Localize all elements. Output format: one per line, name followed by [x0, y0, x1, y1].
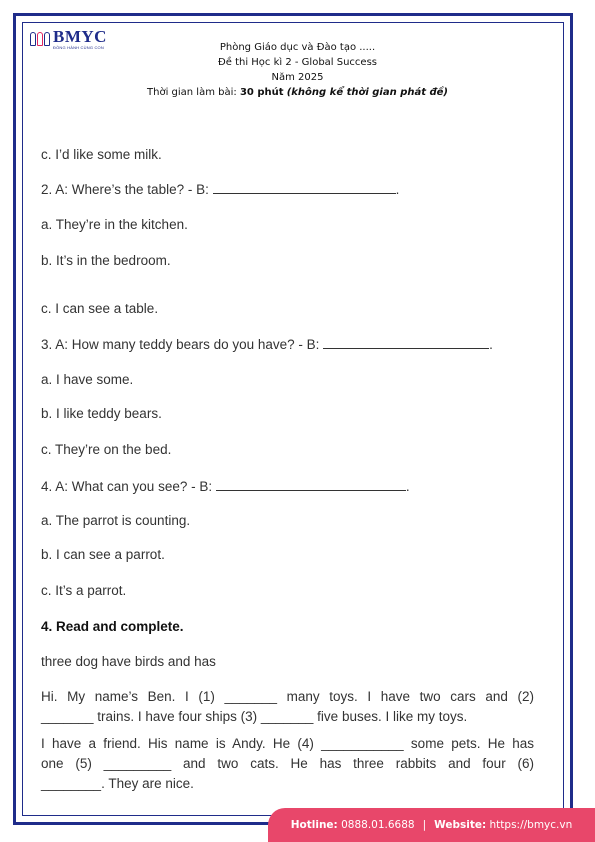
- website-link[interactable]: https://bmyc.vn: [489, 819, 573, 831]
- footer-separator: |: [422, 819, 427, 831]
- q4-option-b: b. I can see a parrot.: [41, 547, 165, 562]
- reading-paragraph-2: [41, 734, 534, 794]
- department-line: Phòng Giáo dục và Đào tạo .....: [219, 42, 376, 53]
- logo-tagline: ĐỒNG HÀNH CÙNG CON: [53, 45, 104, 50]
- q4-option-a: a. The parrot is counting.: [41, 513, 191, 528]
- answer-blank-4[interactable]: [216, 479, 406, 491]
- word-bank: three dog have birds and has: [41, 654, 216, 669]
- exam-title: Đề thi Học kì 2 - Global Success: [217, 57, 378, 68]
- website-label: Website:: [434, 819, 487, 831]
- q3-option-a: a. I have some.: [41, 372, 134, 387]
- q2-option-c: c. I can see a table.: [41, 301, 159, 316]
- contact-footer: [268, 808, 595, 842]
- paragraph-line: one (5) _________ and two cats. He has three rabbits and four (6): [41, 756, 534, 771]
- q1-option-c: c. I’d like some milk.: [41, 147, 162, 162]
- question-3: 3. A: How many teddy bears do you have? - B: .: [41, 337, 493, 352]
- question-2: 2. A: Where’s the table? - B: .: [41, 182, 400, 197]
- question-4: 4. A: What can you see? - B: .: [41, 479, 410, 494]
- paragraph-line: I have a friend. His name is Andy. He (4) ___________ some pets. He has: [41, 736, 534, 751]
- q2-option-a: a. They’re in the kitchen.: [41, 217, 188, 232]
- hotline-label: Hotline:: [290, 819, 338, 831]
- q4-option-c: c. It’s a parrot.: [41, 583, 127, 598]
- hotline-number[interactable]: 0888.01.6688: [341, 819, 415, 831]
- paragraph-line: ________. They are nice.: [41, 776, 194, 791]
- q3-option-b: b. I like teddy bears.: [41, 406, 162, 421]
- paragraph-line: Hi. My name’s Ben. I (1) _______ many toys. I have two cars and (2): [41, 689, 534, 704]
- section-4-heading: 4. Read and complete.: [41, 619, 184, 634]
- exam-year: Năm 2025: [271, 72, 324, 83]
- reading-paragraph-1: [41, 687, 534, 727]
- exam-duration: Thời gian làm bài: 30 phút (không kể thời gian phát đề): [147, 87, 448, 98]
- exam-header: [0, 40, 595, 100]
- paragraph-line: _______ trains. I have four ships (3) _______ five buses. I like my toys.: [41, 709, 468, 724]
- q3-option-c: c. They’re on the bed.: [41, 442, 172, 457]
- answer-blank-2[interactable]: [213, 182, 396, 194]
- answer-blank-3[interactable]: [323, 337, 489, 349]
- q2-option-b: b. It’s in the bedroom.: [41, 253, 171, 268]
- logo-name: BMYC: [53, 27, 107, 46]
